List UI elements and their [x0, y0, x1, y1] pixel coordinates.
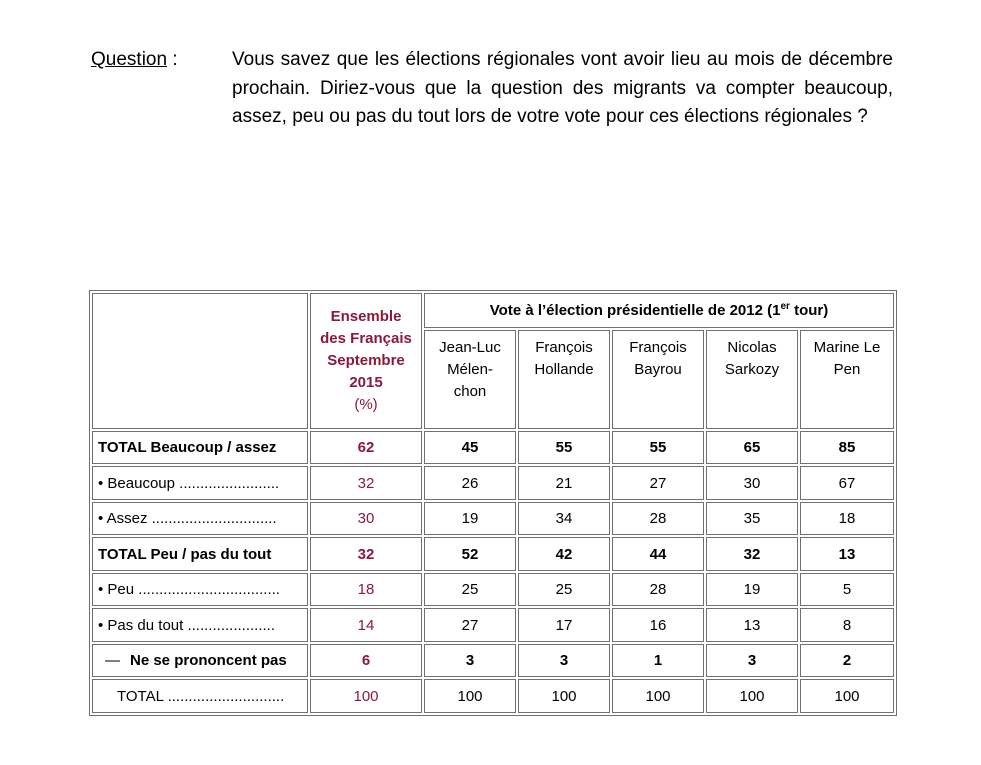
header-vote-2012 — [424, 293, 894, 328]
cell-value: 19 — [424, 502, 516, 536]
cell-value: 26 — [424, 466, 516, 500]
cell-value: 100 — [518, 679, 610, 713]
table-row — [92, 431, 894, 465]
cell-value: 44 — [612, 537, 704, 571]
header-candidate: François Bayrou — [612, 330, 704, 429]
cell-value: 42 — [518, 537, 610, 571]
cell-value: 100 — [612, 679, 704, 713]
cell-value: 1 — [612, 644, 704, 678]
ensemble-value: 62 — [310, 431, 422, 465]
cell-value: 17 — [518, 608, 610, 642]
survey-results-table — [89, 290, 897, 716]
cell-value: 2 — [800, 644, 894, 678]
cell-value: 5 — [800, 573, 894, 607]
vote-header-text: Vote à l’élection présidentielle de 2012 (1 — [489, 301, 781, 319]
ensemble-value: 32 — [310, 537, 422, 571]
table-row — [92, 573, 894, 607]
cell-value: 65 — [706, 431, 798, 465]
cell-value: 25 — [518, 573, 610, 607]
cell-value: 27 — [424, 608, 516, 642]
cell-value: 100 — [706, 679, 798, 713]
cell-value: 32 — [706, 537, 798, 571]
row-label: TOTAL Beaucoup / assez — [92, 431, 308, 465]
header-candidate: François Hollande — [518, 330, 610, 429]
row-label: TOTAL ............................ — [92, 679, 308, 713]
cell-value: 16 — [612, 608, 704, 642]
header-ensemble — [310, 293, 422, 429]
cell-value: 27 — [612, 466, 704, 500]
question-word: Question — [91, 49, 168, 70]
cell-value: 8 — [800, 608, 894, 642]
header-candidate: Marine Le Pen — [800, 330, 894, 429]
header-candidate: Nicolas Sarkozy — [706, 330, 798, 429]
vote-header-sup: er — [780, 300, 790, 312]
ensemble-line-2: des Français — [320, 329, 412, 347]
cell-value: 13 — [706, 608, 798, 642]
cell-value: 28 — [612, 502, 704, 536]
row-label: • Pas du tout ..................... — [92, 608, 308, 642]
ensemble-line-1: Ensemble — [330, 307, 402, 325]
ensemble-line-3: Septembre — [327, 351, 405, 369]
table-row — [92, 466, 894, 500]
table-row — [92, 537, 894, 571]
ensemble-value: 6 — [310, 644, 422, 678]
vote-header-suffix: tour) — [789, 301, 829, 319]
cell-value: 3 — [706, 644, 798, 678]
cell-value: 18 — [800, 502, 894, 536]
cell-value: 28 — [612, 573, 704, 607]
question-label — [91, 46, 178, 74]
cell-value: 34 — [518, 502, 610, 536]
cell-value: 52 — [424, 537, 516, 571]
cell-value: 25 — [424, 573, 516, 607]
cell-value: 55 — [612, 431, 704, 465]
dash-mark: — — [105, 652, 120, 670]
cell-value: 35 — [706, 502, 798, 536]
cell-value: 67 — [800, 466, 894, 500]
cell-value: 19 — [706, 573, 798, 607]
cell-value: 100 — [424, 679, 516, 713]
cell-value: 3 — [424, 644, 516, 678]
ensemble-value: 18 — [310, 573, 422, 607]
ensemble-value: 32 — [310, 466, 422, 500]
row-label: • Peu .................................. — [92, 573, 308, 607]
ensemble-value: 14 — [310, 608, 422, 642]
question-text: Vous savez que les élections régionales vont avoir lieu au mois de décembre prochain. Diriez-vous que la question des migrants va compter beaucoup, assez, peu ou pas du tout lors de votre vote pour ces élections régionales ? — [232, 49, 893, 127]
row-label-text: Ne se prononcent pas — [130, 652, 287, 670]
cell-value: 13 — [800, 537, 894, 571]
cell-value: 30 — [706, 466, 798, 500]
table-row — [92, 679, 894, 713]
ensemble-unit: (%) — [354, 395, 378, 413]
question-colon: : — [167, 49, 178, 70]
table-row — [92, 502, 894, 536]
cell-value: 55 — [518, 431, 610, 465]
cell-value: 45 — [424, 431, 516, 465]
header-empty-cell — [92, 293, 308, 429]
cell-value: 21 — [518, 466, 610, 500]
cell-value: 3 — [518, 644, 610, 678]
row-label: • Beaucoup ........................ — [92, 466, 308, 500]
ensemble-value: 30 — [310, 502, 422, 536]
table-row — [92, 608, 894, 642]
row-label — [92, 644, 308, 678]
table-row — [92, 644, 894, 678]
header-candidate: Jean-Luc Mélen- chon — [424, 330, 516, 429]
cell-value: 100 — [800, 679, 894, 713]
ensemble-value: 100 — [310, 679, 422, 713]
ensemble-line-4: 2015 — [349, 373, 383, 391]
row-label: • Assez .............................. — [92, 502, 308, 536]
row-label: TOTAL Peu / pas du tout — [92, 537, 308, 571]
cell-value: 85 — [800, 431, 894, 465]
